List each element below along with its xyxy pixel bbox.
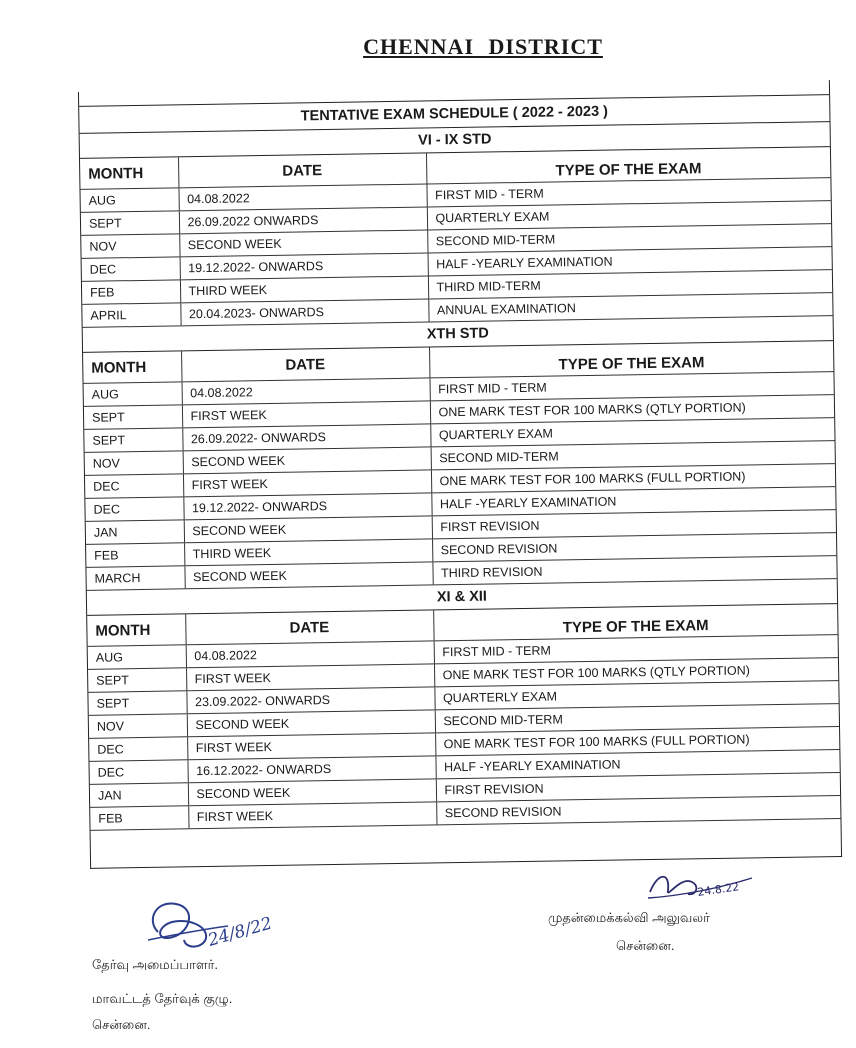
month-cell: AUG [88, 645, 186, 670]
date-cell: 23.09.2022- ONWARDS [186, 687, 434, 714]
month-cell: DEC [89, 760, 187, 785]
schedule-sections [80, 122, 841, 831]
exam-type-cell: FIRST MID - TERM [434, 635, 838, 664]
exam-type-cell: SECOND REVISION [436, 796, 840, 825]
date-cell: SECOND WEEK [188, 779, 436, 806]
month-cell: SEPT [84, 428, 182, 453]
date-header: DATE [181, 347, 429, 381]
section-title: XI & XII [87, 579, 837, 616]
date-cell: THIRD WEEK [180, 276, 428, 303]
date-cell: SECOND WEEK [187, 710, 435, 737]
exam-type-cell: QUARTERLY EXAM [430, 418, 834, 447]
exam-organizer-label: தேர்வு அமைப்பாளர். [92, 957, 219, 972]
district-heading-text: CHENNAI DISTRICT [363, 34, 603, 59]
signature-right-mark [640, 862, 760, 908]
month-cell: DEC [82, 257, 180, 282]
month-cell: AUG [80, 188, 178, 213]
district-exam-committee-label: மாவட்டத் தேர்வுக் குழு. [92, 991, 233, 1006]
section-title: VI - IX STD [80, 122, 830, 159]
month-cell: FEB [82, 280, 180, 305]
exam-type-cell: QUARTERLY EXAM [434, 681, 838, 710]
exam-type-cell: FIRST REVISION [432, 510, 836, 539]
date-cell: 04.08.2022 [178, 184, 426, 211]
schedule-table [80, 147, 833, 328]
schedule-table [87, 604, 840, 831]
month-cell: SEPT [88, 668, 186, 693]
exam-type-cell: HALF -YEARLY EXAMINATION [435, 750, 839, 779]
month-cell: DEC [85, 497, 183, 522]
exam-type-cell: SECOND REVISION [432, 533, 836, 562]
exam-type-cell: THIRD REVISION [432, 556, 836, 585]
section-title: XTH STD [83, 316, 833, 353]
exam-type-cell: ONE MARK TEST FOR 100 MARKS (FULL PORTION) [431, 464, 835, 493]
chennai-right-label: சென்னை. [616, 938, 675, 953]
svg-text:24/8/22: 24/8/22 [205, 913, 275, 951]
date-cell: FIRST WEEK [183, 470, 431, 497]
date-cell: 19.12.2022- ONWARDS [180, 253, 428, 280]
date-cell: FIRST WEEK [186, 664, 434, 691]
exam-type-header: TYPE OF THE EXAM [433, 604, 837, 641]
date-cell: FIRST WEEK [182, 401, 430, 428]
month-cell: SEPT [88, 691, 186, 716]
exam-schedule-sheet [78, 80, 842, 869]
month-cell: SEPT [84, 405, 182, 430]
date-cell: SECOND WEEK [184, 562, 432, 589]
date-cell: FIRST WEEK [188, 802, 436, 829]
date-cell: 16.12.2022- ONWARDS [187, 756, 435, 783]
date-cell: SECOND WEEK [183, 447, 431, 474]
signature-left-mark [128, 890, 278, 960]
schedule-table [83, 341, 837, 591]
month-cell: MARCH [86, 566, 184, 591]
exam-type-cell: SECOND MID-TERM [427, 224, 831, 253]
date-cell: FIRST WEEK [187, 733, 435, 760]
exam-type-cell: SECOND MID-TERM [431, 441, 835, 470]
exam-type-cell: ONE MARK TEST FOR 100 MARKS (QTLY PORTION) [430, 395, 834, 424]
month-header: MONTH [87, 614, 185, 646]
exam-type-cell: ONE MARK TEST FOR 100 MARKS (QTLY PORTION) [434, 658, 838, 687]
exam-type-cell: THIRD MID-TERM [428, 270, 832, 299]
date-cell: 19.12.2022- ONWARDS [183, 493, 431, 520]
month-cell: DEC [85, 474, 183, 499]
exam-type-cell: FIRST REVISION [436, 773, 840, 802]
exam-type-cell: FIRST MID - TERM [429, 372, 833, 401]
month-header: MONTH [83, 351, 181, 383]
date-cell: 26.09.2022- ONWARDS [182, 424, 430, 451]
exam-type-cell: HALF -YEARLY EXAMINATION [431, 487, 835, 516]
chief-education-officer-label: முதன்மைக்கல்வி அலுவலர் [548, 910, 710, 925]
exam-type-cell: QUARTERLY EXAM [427, 201, 831, 230]
month-header: MONTH [80, 157, 178, 189]
exam-type-cell: SECOND MID-TERM [435, 704, 839, 733]
exam-type-cell: HALF -YEARLY EXAMINATION [428, 247, 832, 276]
month-cell: DEC [89, 737, 187, 762]
month-cell: APRIL [82, 303, 180, 328]
month-cell: FEB [86, 543, 184, 568]
date-header: DATE [178, 153, 426, 187]
month-cell: AUG [84, 382, 182, 407]
date-header: DATE [185, 610, 433, 644]
month-cell: NOV [81, 234, 179, 259]
month-cell: NOV [89, 714, 187, 739]
month-cell: NOV [85, 451, 183, 476]
month-cell: JAN [90, 783, 188, 808]
chennai-left-label: சென்னை. [92, 1017, 151, 1032]
schedule-title: TENTATIVE EXAM SCHEDULE ( 2022 - 2023 ) [79, 94, 829, 134]
date-cell: 04.08.2022 [182, 378, 430, 405]
date-cell: 26.09.2022 ONWARDS [179, 207, 427, 234]
exam-type-header: TYPE OF THE EXAM [426, 147, 830, 184]
date-cell: SECOND WEEK [184, 516, 432, 543]
exam-type-cell: ANNUAL EXAMINATION [428, 293, 832, 322]
date-cell: THIRD WEEK [184, 539, 432, 566]
date-cell: SECOND WEEK [179, 230, 427, 257]
date-cell: 20.04.2023- ONWARDS [180, 299, 428, 326]
exam-type-header: TYPE OF THE EXAM [429, 341, 833, 378]
district-heading [0, 34, 856, 60]
date-cell: 04.08.2022 [186, 641, 434, 668]
exam-type-cell: ONE MARK TEST FOR 100 MARKS (FULL PORTION) [435, 727, 839, 756]
svg-text:24.8.22: 24.8.22 [696, 880, 741, 899]
month-cell: SEPT [81, 211, 179, 236]
month-cell: FEB [90, 806, 188, 831]
month-cell: JAN [86, 520, 184, 545]
exam-type-cell: FIRST MID - TERM [426, 178, 830, 207]
